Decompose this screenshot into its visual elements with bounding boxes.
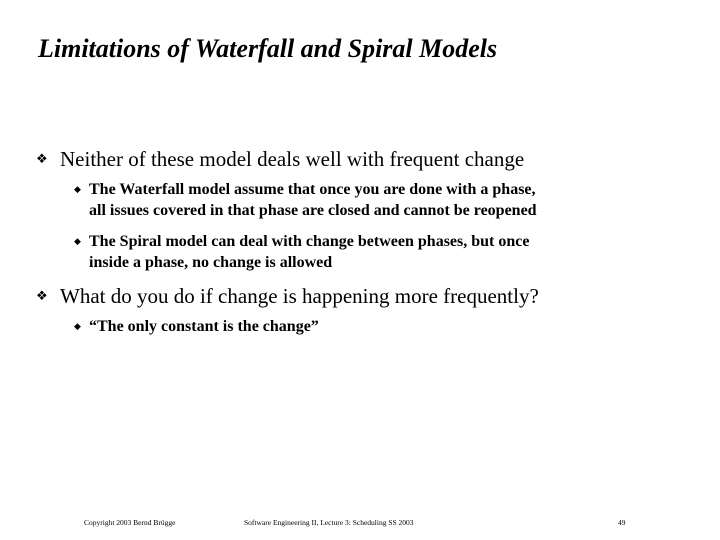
sub-bullet-spiral-line1: The Spiral model can deal with change between phases, but once	[89, 233, 530, 250]
sub-bullet-spiral-line2: inside a phase, no change is allowed	[89, 254, 333, 271]
sub-bullet-only-constant: “The only constant is the change”	[89, 318, 319, 335]
bullet-neither-model: Neither of these model deals well with frequent change	[60, 147, 525, 171]
diamond-bullet-icon: ◆	[74, 236, 81, 246]
footer-copyright: Copyright 2003 Bernd Brügge	[84, 518, 176, 527]
footer-course: Software Engineering II, Lecture 3: Scheduling SS 2003	[244, 518, 414, 527]
diamond-bullet-icon: ◆	[74, 184, 81, 194]
checkmark-diamond-bullet-icon: ❖	[36, 151, 48, 166]
checkmark-diamond-bullet-icon: ❖	[36, 288, 48, 303]
bullet-change-frequently: What do you do if change is happening more frequently?	[60, 284, 539, 308]
diamond-bullet-icon: ◆	[74, 321, 81, 331]
sub-bullet-waterfall-line2: all issues covered in that phase are closed and cannot be reopened	[89, 202, 537, 219]
slide-title: Limitations of Waterfall and Spiral Models	[38, 34, 498, 63]
sub-bullet-waterfall-line1: The Waterfall model assume that once you are done with a phase,	[89, 181, 536, 198]
footer-page-number: 49	[618, 518, 626, 527]
